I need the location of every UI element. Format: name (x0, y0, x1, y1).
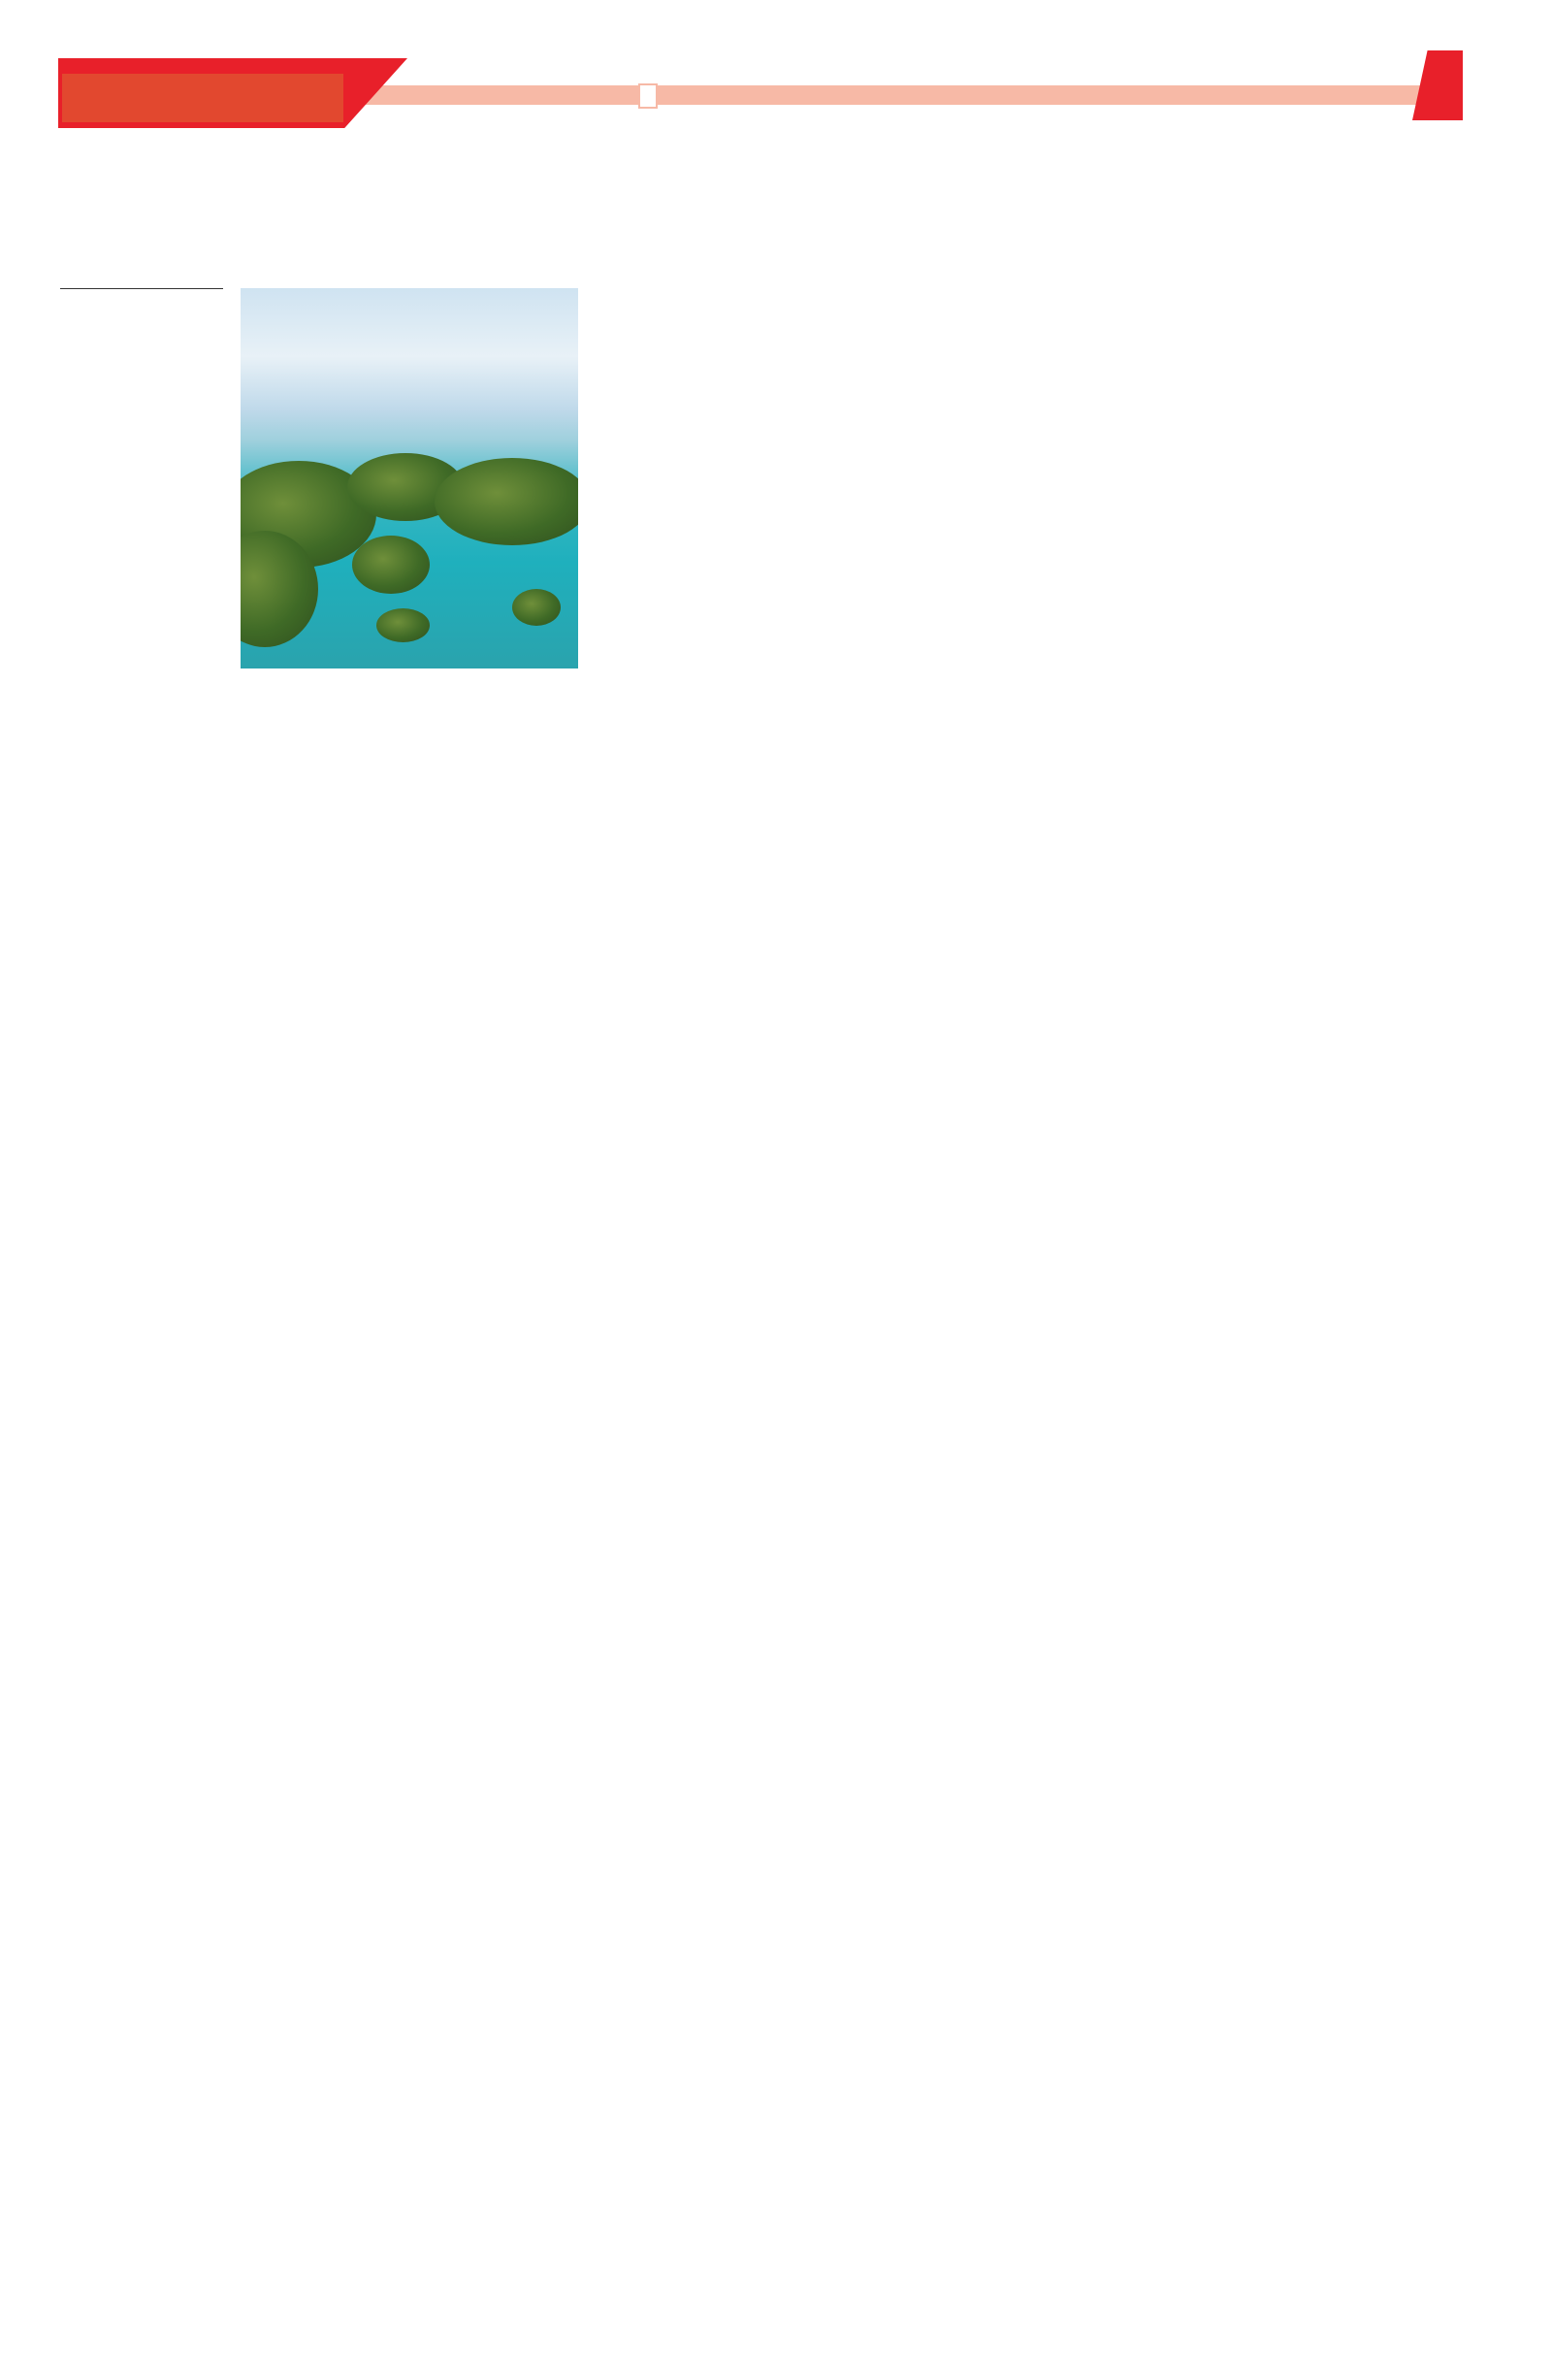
islands-photo (241, 288, 578, 668)
islands-col-2 (241, 672, 404, 843)
islands-col-3 (415, 672, 578, 843)
islands-col-1 (60, 288, 223, 853)
section-tag-inner (62, 74, 343, 122)
islands-byline (60, 288, 223, 289)
dateline (638, 83, 658, 109)
islands-col-4 (590, 672, 753, 843)
page-number-tag (1412, 50, 1463, 120)
